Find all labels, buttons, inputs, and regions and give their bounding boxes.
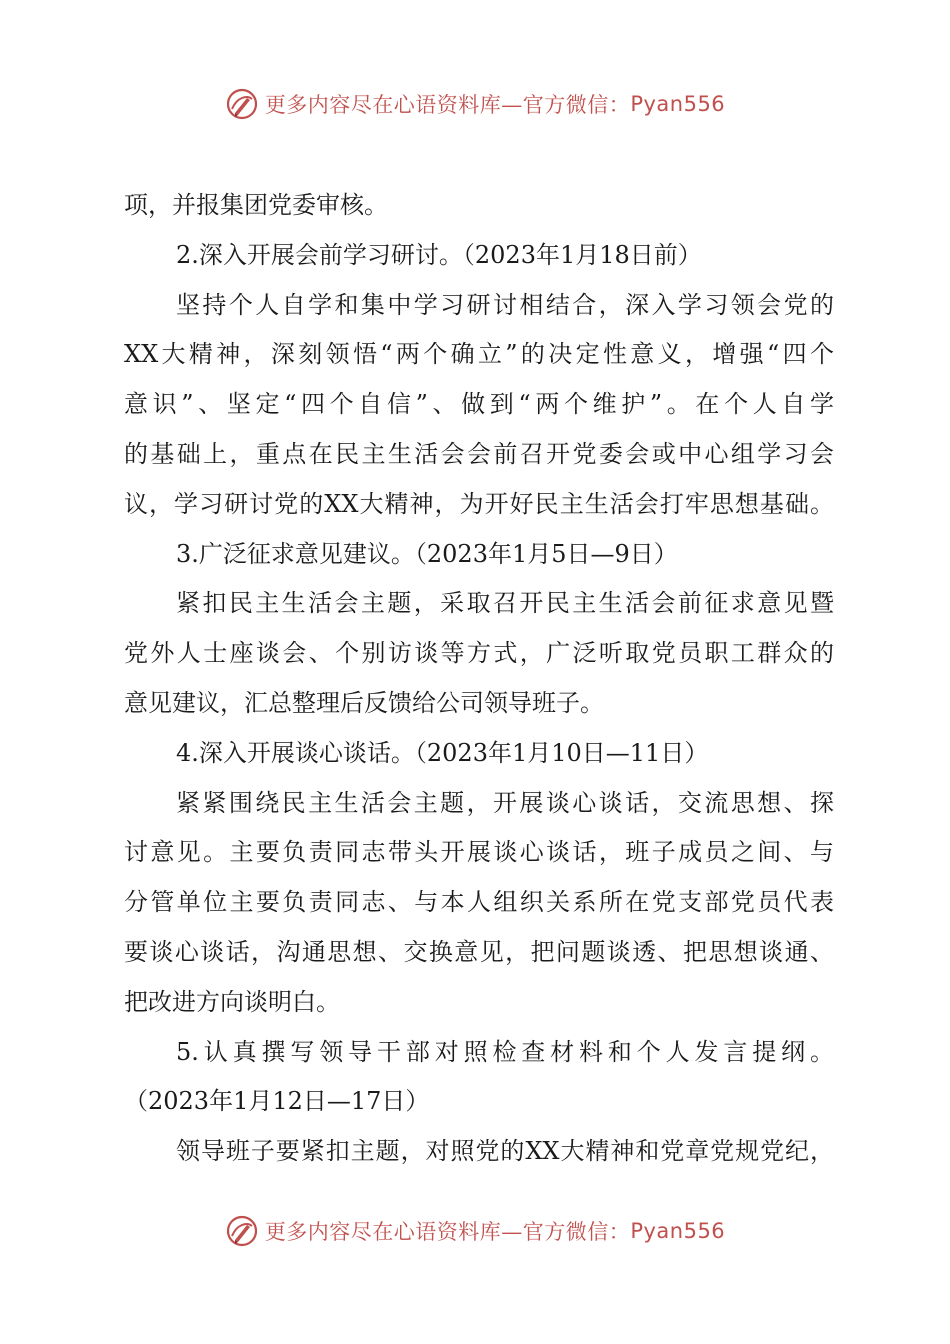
- section-heading-date: （2023年1月12日—17日）: [124, 1087, 430, 1116]
- pen-swirl-logo-icon: [225, 1214, 259, 1248]
- footer-watermark: [0, 1211, 950, 1251]
- watermark-wechat-id: Pyan556: [630, 92, 726, 116]
- section-heading: 3.广泛征求意见建议。（2023年1月5日—9日）: [176, 539, 678, 568]
- body-line: 意见建议，汇总整理后反馈给公司领导班子。: [124, 688, 604, 717]
- body-line: 意识”、坚定“四个自信”、做到“两个维护”。在个人自学: [124, 390, 834, 419]
- body-line: XX大精神，深刻领悟“两个确立”的决定性意义，增强“四个: [124, 340, 834, 369]
- body-line: 的基础上，重点在民主生活会会前召开党委会或中心组学习会: [124, 439, 834, 468]
- body-line: 分管单位主要负责同志、与本人组织关系所在党支部党员代表: [124, 888, 834, 917]
- body-line: 紧扣民主生活会主题，采取召开民主生活会前征求意见暨: [176, 589, 834, 618]
- watermark-wechat-id: Pyan556: [630, 1219, 726, 1243]
- header-watermark: [0, 84, 950, 124]
- document-body: [124, 181, 834, 1177]
- body-line: 党外人士座谈会、个别访谈等方式，广泛听取党员职工群众的: [124, 639, 834, 668]
- body-line: 坚持个人自学和集中学习研讨相结合，深入学习领会党的: [176, 290, 834, 319]
- body-line: 把改进方向谈明白。: [124, 987, 340, 1016]
- body-line: 领导班子要紧扣主题，对照党的XX大精神和党章党规党纪，: [176, 1137, 834, 1166]
- section-heading: 5.认真撰写领导干部对照检查材料和个人发言提纲。: [176, 1037, 834, 1066]
- pen-swirl-logo-icon: [225, 87, 259, 121]
- watermark-text: 更多内容尽在心语资料库—官方微信：: [264, 93, 631, 117]
- section-heading: 4.深入开展谈心谈话。（2023年1月10日—11日）: [176, 738, 709, 767]
- body-line: 项，并报集团党委审核。: [124, 191, 388, 219]
- body-line: 紧紧围绕民主生活会主题，开展谈心谈话，交流思想、探: [176, 788, 834, 817]
- body-line: 讨意见。主要负责同志带头开展谈心谈话，班子成员之间、与: [124, 838, 834, 867]
- section-heading: 2.深入开展会前学习研讨。（2023年1月18日前）: [176, 240, 702, 269]
- watermark-text: 更多内容尽在心语资料库—官方微信：: [264, 1220, 631, 1244]
- body-line: 议，学习研讨党的XX大精神，为开好民主生活会打牢思想基础。: [124, 489, 834, 518]
- body-line: 要谈心谈话，沟通思想、交换意见，把问题谈透、把思想谈通、: [124, 937, 834, 966]
